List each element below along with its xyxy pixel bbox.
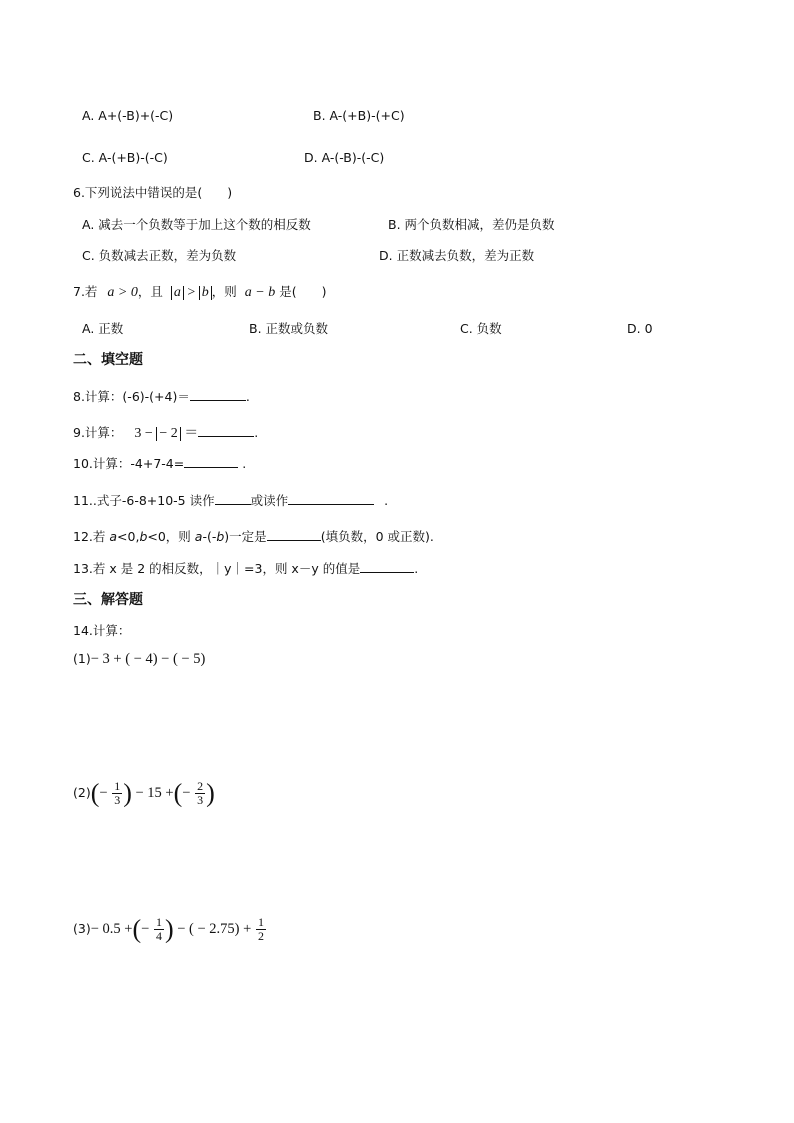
q14-part-3 — [73, 915, 267, 943]
q10-answer-blank[interactable] — [184, 455, 238, 468]
q13-answer-blank[interactable] — [360, 560, 414, 573]
q10-text: 10.计算：-4+7-4= — [73, 456, 185, 471]
q6-option-c: C. 负数减去正数，差为负数 — [82, 248, 237, 263]
frac-denominator: 3 — [197, 793, 204, 808]
q9 — [73, 424, 258, 443]
frac-numerator: 1 — [114, 779, 121, 794]
q9-answer-blank[interactable] — [198, 424, 254, 437]
q7-suffix: 是( ) — [279, 284, 327, 299]
q8-text: 8.计算：(-6)-(+4)＝ — [73, 389, 190, 404]
q7-mid: ，且 — [137, 284, 163, 299]
q14-stem: 14.计算： — [73, 623, 131, 638]
q13-text: 13.若 x 是 2 的相反数，｜y｜=3，则 x－y 的值是 — [73, 561, 361, 576]
q6-option-d: D. 正数减去负数，差为正数 — [379, 248, 535, 263]
q7-stem — [73, 283, 326, 302]
q12-pre: 12.若 — [73, 529, 110, 544]
q14-p3-b: − ( − 2.75) + — [177, 921, 252, 937]
q13 — [73, 560, 418, 578]
q14-p2-mid: − 15 + — [135, 785, 174, 801]
q12 — [73, 528, 434, 546]
q9-abs: − 2 — [156, 427, 180, 441]
q14-p3-close: ) — [164, 914, 174, 944]
q5-option-c: C. A-(+B)-(-C) — [82, 150, 168, 165]
q7-option-a: A. 正数 — [82, 321, 124, 336]
q7-condition: a > 0 — [107, 285, 138, 300]
q5-option-a: A. A+(-B)+(-C) — [82, 108, 174, 123]
q14-p2-minus: − — [99, 785, 108, 801]
q14-p3-a: − 0.5 + — [90, 921, 133, 937]
frac-numerator: 1 — [257, 915, 264, 930]
q14-p3-minus: − — [141, 921, 150, 937]
q14-p3-open: ( — [132, 914, 142, 944]
q6-option-a: A. 减去一个负数等于加上这个数的相反数 — [82, 217, 311, 232]
frac-denominator: 3 — [114, 793, 121, 808]
q14-p2-close: ) — [123, 778, 132, 808]
q8-answer-blank[interactable] — [190, 388, 246, 401]
q12-var-a2: a — [194, 529, 203, 544]
q12-var-b: b — [139, 529, 148, 544]
q14-p2-minus-2: − — [182, 785, 191, 801]
q11-end: . — [384, 493, 389, 508]
q9-label: 9.计算： — [73, 425, 123, 440]
q14-p1-expr: − 3 + ( − 4) − ( − 5) — [90, 651, 206, 667]
q13-end: . — [414, 561, 419, 576]
frac-numerator: 1 — [155, 915, 162, 930]
q5-option-b: B. A-(+B)-(+C) — [313, 108, 405, 123]
q11-text: 11..式子-6-8+10-5 读作 — [73, 493, 215, 508]
q10-end: . — [242, 456, 247, 471]
q14-p2-close-2: ) — [206, 778, 215, 808]
q14-p3-frac-2 — [256, 916, 266, 943]
q9-eq: ＝ — [184, 426, 199, 441]
q7-abs-a: a — [171, 286, 184, 300]
frac-denominator: 4 — [155, 929, 162, 944]
section-solve-title: 三、解答题 — [73, 592, 143, 608]
q6-option-b: B. 两个负数相减，差仍是负数 — [388, 217, 555, 232]
q14-p3-expr — [90, 914, 267, 944]
q12-end: (填负数，0 或正数). — [320, 529, 434, 544]
q12-lt2: <0，则 — [147, 529, 195, 544]
q7-option-d: D. 0 — [627, 321, 653, 336]
q11-mid: 或读作 — [250, 493, 289, 508]
q7-option-c: C. 负数 — [460, 321, 502, 336]
q9-expr — [134, 426, 198, 441]
q7-gt: > — [187, 285, 196, 300]
q7-prefix: 7.若 — [73, 284, 98, 299]
q11-answer-blank-2[interactable] — [288, 492, 374, 505]
q7-then: ，则 — [211, 284, 237, 299]
q7-abs-b: b — [199, 286, 212, 300]
q14-p3-frac-1 — [154, 916, 164, 943]
section-fill-in-title: 二、填空题 — [73, 352, 143, 368]
q14-part-1 — [73, 650, 205, 668]
q12-var-a: a — [109, 529, 118, 544]
q11 — [73, 492, 388, 510]
q14-p2-open: ( — [90, 778, 100, 808]
q14-part-2 — [73, 779, 215, 807]
q5-option-d: D. A-(-B)-(-C) — [304, 150, 385, 165]
q8-end: . — [245, 389, 250, 404]
q7-option-b: B. 正数或负数 — [249, 321, 329, 336]
q14-p2-frac-2 — [195, 780, 205, 807]
q14-p1-label: (1) — [73, 651, 91, 666]
q12-var-b2: b — [216, 529, 225, 544]
q14-p2-open-2: ( — [173, 778, 183, 808]
q12-lt1: <0, — [117, 529, 140, 544]
q14-p3-label: (3) — [73, 921, 91, 936]
q8 — [73, 388, 250, 406]
q9-m1: 3 − — [134, 426, 153, 441]
q12-minus: -(- — [202, 529, 217, 544]
q7-expr: a − b — [244, 285, 276, 300]
q9-end: . — [254, 425, 259, 440]
q10 — [73, 455, 246, 473]
frac-denominator: 2 — [257, 929, 264, 944]
q12-post: )一定是 — [224, 529, 267, 544]
q11-answer-blank-1[interactable] — [215, 492, 251, 505]
q14-p2-expr — [90, 778, 215, 808]
q6-stem: 6.下列说法中错误的是( ) — [73, 185, 233, 200]
q14-p2-label: (2) — [73, 785, 91, 800]
frac-numerator: 2 — [197, 779, 204, 794]
q12-answer-blank[interactable] — [267, 528, 321, 541]
q7-abs-compare — [171, 285, 212, 300]
q14-p2-frac-1 — [112, 780, 122, 807]
